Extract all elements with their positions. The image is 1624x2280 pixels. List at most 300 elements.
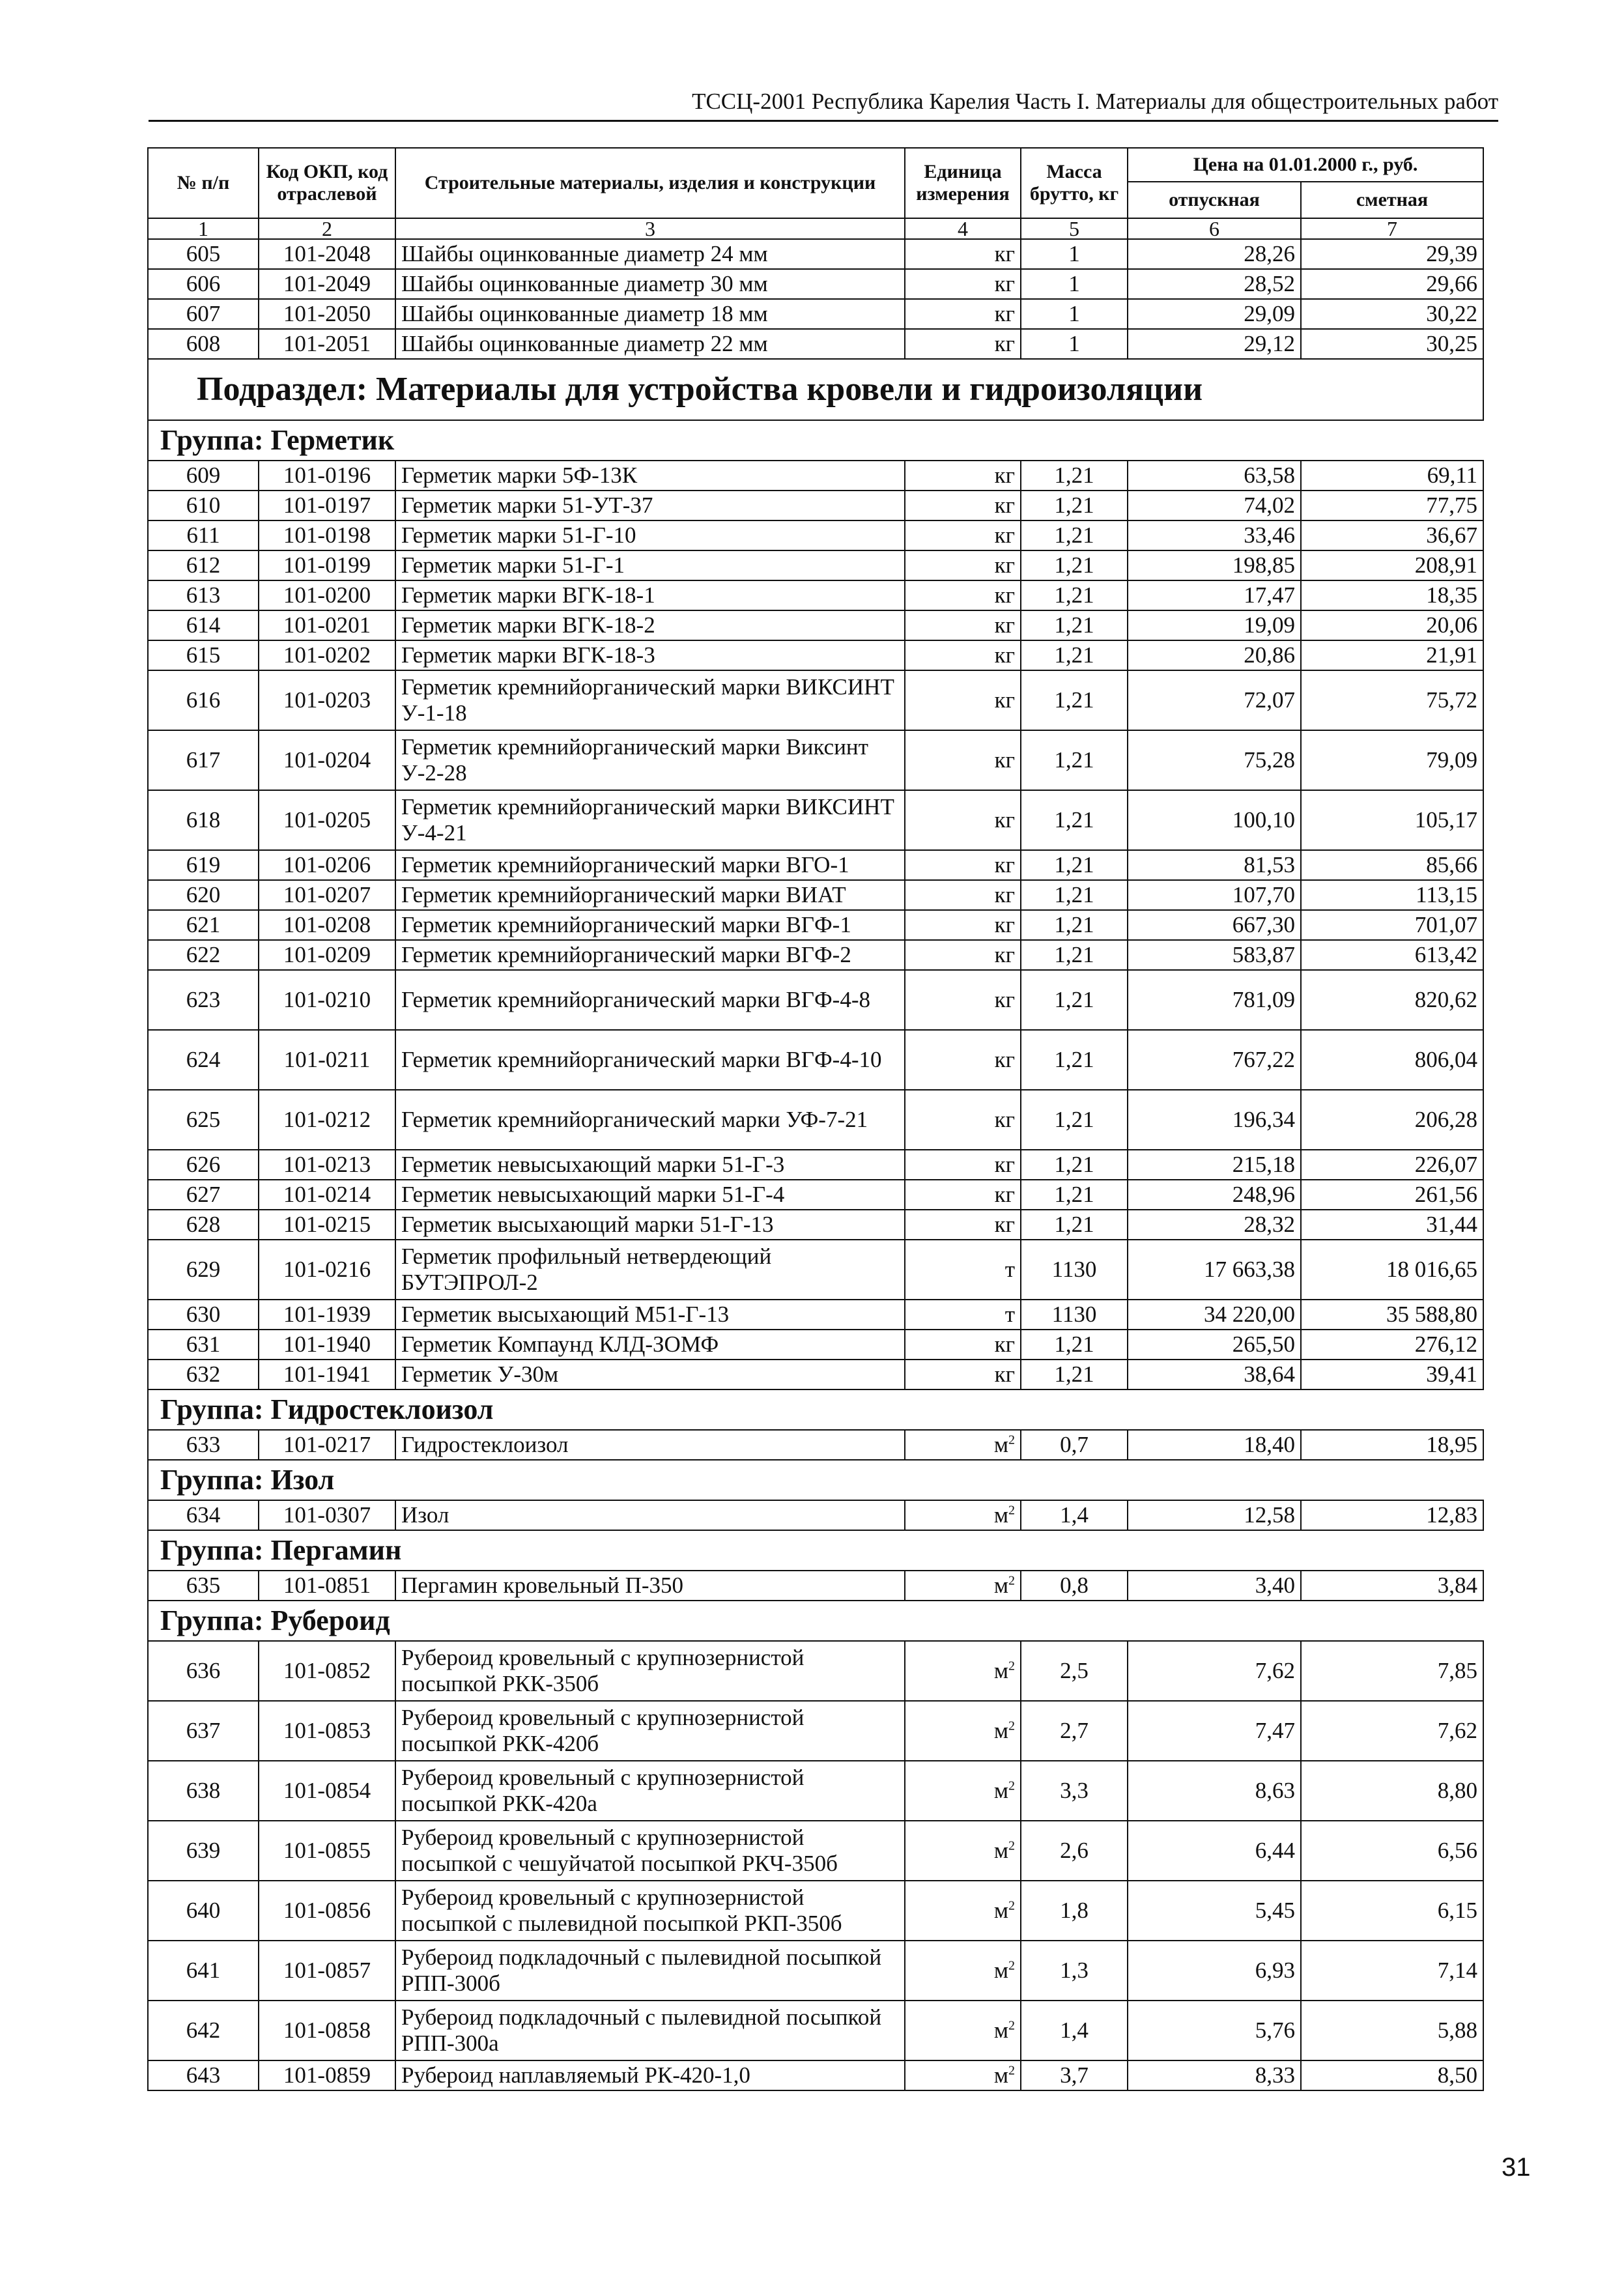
table-row: [148, 2060, 1483, 2090]
table-row: [148, 610, 1483, 640]
cell-no: 620: [148, 880, 259, 910]
cell-no: 614: [148, 610, 259, 640]
cell-release-price: 28,26: [1128, 239, 1301, 269]
cell-mass: 1,21: [1021, 1360, 1128, 1389]
cell-mass: 1,21: [1021, 880, 1128, 910]
table-row: [148, 1240, 1483, 1300]
cell-unit: кг: [905, 970, 1021, 1030]
table-row: [148, 970, 1483, 1030]
cell-code: 101-0199: [259, 550, 395, 580]
cell-no: 628: [148, 1210, 259, 1240]
cell-estimate-price: 6,56: [1301, 1821, 1483, 1881]
cell-estimate-price: 806,04: [1301, 1030, 1483, 1090]
cell-unit: кг: [905, 790, 1021, 850]
cell-unit: кг: [905, 329, 1021, 359]
cell-mass: 1: [1021, 239, 1128, 269]
cell-mass: 1,21: [1021, 1180, 1128, 1210]
cell-release-price: 29,12: [1128, 329, 1301, 359]
table-row: [148, 1761, 1483, 1821]
cell-name: Герметик марки ВГК-18-2: [395, 610, 905, 640]
cell-mass: 1: [1021, 269, 1128, 299]
table-row: [148, 2001, 1483, 2060]
table-row: [148, 1881, 1483, 1941]
table-row: [148, 461, 1483, 491]
cell-mass: 1,21: [1021, 610, 1128, 640]
cell-release-price: 8,33: [1128, 2060, 1301, 2090]
col-header-price: Цена на 01.01.2000 г., руб.: [1128, 148, 1483, 182]
col-header-no: № п/п: [148, 148, 259, 218]
cell-unit: кг: [905, 1090, 1021, 1150]
table-row: [148, 910, 1483, 940]
unit-text: м: [993, 1658, 1008, 1683]
cell-mass: 1,21: [1021, 1330, 1128, 1360]
cell-unit: кг: [905, 550, 1021, 580]
cell-estimate-price: 8,50: [1301, 2060, 1483, 2090]
cell-no: 606: [148, 269, 259, 299]
cell-estimate-price: 613,42: [1301, 940, 1483, 970]
table-row: [148, 1641, 1483, 1701]
cell-no: 633: [148, 1430, 259, 1460]
cell-code: 101-1941: [259, 1360, 395, 1389]
cell-code: 101-0214: [259, 1180, 395, 1210]
unit-text: м: [993, 1432, 1008, 1457]
cell-no: 635: [148, 1571, 259, 1601]
cell-release-price: 12,58: [1128, 1500, 1301, 1530]
cell-code: 101-0211: [259, 1030, 395, 1090]
cell-name: Герметик профильный нетвердеющий БУТЭПРОЛ-2: [395, 1240, 905, 1300]
unit-superscript: 2: [1008, 1898, 1015, 1913]
cell-unit: т: [905, 1300, 1021, 1330]
cell-release-price: 72,07: [1128, 670, 1301, 730]
cell-unit: кг: [905, 1150, 1021, 1180]
cell-no: 637: [148, 1701, 259, 1761]
table-row: [148, 1180, 1483, 1210]
cell-no: 625: [148, 1090, 259, 1150]
cell-unit: кг: [905, 491, 1021, 520]
cell-unit: [905, 1821, 1021, 1881]
cell-name: Герметик кремнийорганический марки УФ-7-21: [395, 1090, 905, 1150]
cell-code: 101-0854: [259, 1761, 395, 1821]
cell-code: 101-0859: [259, 2060, 395, 2090]
col-header-release: отпускная: [1128, 182, 1301, 218]
cell-estimate-price: 208,91: [1301, 550, 1483, 580]
cell-unit: [905, 1881, 1021, 1941]
cell-no: 626: [148, 1150, 259, 1180]
table-row: [148, 1500, 1483, 1530]
cell-release-price: 8,63: [1128, 1761, 1301, 1821]
unit-superscript: 2: [1008, 2063, 1015, 2078]
cell-release-price: 75,28: [1128, 730, 1301, 790]
cell-release-price: 767,22: [1128, 1030, 1301, 1090]
unit-text: м: [993, 1838, 1008, 1863]
unit-text: м: [993, 1958, 1008, 1983]
cell-name: Герметик марки 51-УТ-37: [395, 491, 905, 520]
cell-mass: 0,8: [1021, 1571, 1128, 1601]
cell-name: Герметик марки ВГК-18-1: [395, 580, 905, 610]
cell-code: 101-0212: [259, 1090, 395, 1150]
cell-mass: 1,21: [1021, 461, 1128, 491]
cell-name: Рубероид кровельный с крупнозернистой посыпкой РКК-420а: [395, 1761, 905, 1821]
cell-unit: кг: [905, 640, 1021, 670]
cell-unit: [905, 2001, 1021, 2060]
cell-release-price: 196,34: [1128, 1090, 1301, 1150]
cell-code: 101-0217: [259, 1430, 395, 1460]
cell-no: 638: [148, 1761, 259, 1821]
cell-release-price: 248,96: [1128, 1180, 1301, 1210]
cell-no: 643: [148, 2060, 259, 2090]
cell-code: 101-0210: [259, 970, 395, 1030]
cell-unit: кг: [905, 1330, 1021, 1360]
cell-code: 101-1939: [259, 1300, 395, 1330]
cell-unit: [905, 1641, 1021, 1701]
cell-name: Герметик марки 51-Г-10: [395, 520, 905, 550]
cell-mass: 3,3: [1021, 1761, 1128, 1821]
cell-estimate-price: 36,67: [1301, 520, 1483, 550]
cell-unit: кг: [905, 910, 1021, 940]
group-title: Группа: Герметик: [148, 420, 1483, 461]
cell-name: Гидростеклоизол: [395, 1430, 905, 1460]
cell-mass: 1,21: [1021, 940, 1128, 970]
cell-name: Герметик марки ВГК-18-3: [395, 640, 905, 670]
table-row: [148, 520, 1483, 550]
cell-no: 642: [148, 2001, 259, 2060]
cell-name: Рубероид подкладочный с пылевидной посыпкой РПП-300б: [395, 1941, 905, 2001]
cell-code: 101-0857: [259, 1941, 395, 2001]
cell-mass: 3,7: [1021, 2060, 1128, 2090]
cell-unit: кг: [905, 461, 1021, 491]
cell-estimate-price: 18 016,65: [1301, 1240, 1483, 1300]
cell-mass: 1,21: [1021, 580, 1128, 610]
cell-estimate-price: 77,75: [1301, 491, 1483, 520]
table-row: [148, 880, 1483, 910]
cell-no: 639: [148, 1821, 259, 1881]
cell-estimate-price: 30,25: [1301, 329, 1483, 359]
cell-no: 607: [148, 299, 259, 329]
cell-mass: 1,4: [1021, 1500, 1128, 1530]
running-header: ТССЦ-2001 Республика Карелия Часть I. Материалы для общестроительных работ: [149, 83, 1498, 122]
cell-estimate-price: 8,80: [1301, 1761, 1483, 1821]
unit-text: м: [993, 2017, 1008, 2043]
cell-unit: кг: [905, 670, 1021, 730]
cell-mass: 1,21: [1021, 491, 1128, 520]
cell-name: Герметик высыхающий марки 51-Г-13: [395, 1210, 905, 1240]
cell-no: 631: [148, 1330, 259, 1360]
cell-estimate-price: 30,22: [1301, 299, 1483, 329]
col-header-okp: Код ОКП, код отраслевой: [259, 148, 395, 218]
cell-release-price: 18,40: [1128, 1430, 1301, 1460]
cell-release-price: 38,64: [1128, 1360, 1301, 1389]
group-row: [148, 420, 1483, 461]
table-row: [148, 730, 1483, 790]
cell-name: Рубероид кровельный с крупнозернистой посыпкой РКК-350б: [395, 1641, 905, 1701]
cell-mass: 1,21: [1021, 1090, 1128, 1150]
cell-mass: 1,21: [1021, 1150, 1128, 1180]
cell-no: 608: [148, 329, 259, 359]
cell-estimate-price: 20,06: [1301, 610, 1483, 640]
cell-mass: 1,21: [1021, 1210, 1128, 1240]
table-row: [148, 491, 1483, 520]
cell-code: 101-0203: [259, 670, 395, 730]
unit-text: м: [993, 1502, 1008, 1528]
unit-superscript: 2: [1008, 2018, 1015, 2033]
cell-name: Герметик кремнийорганический марки ВГФ-2: [395, 940, 905, 970]
cell-mass: 0,7: [1021, 1430, 1128, 1460]
page-number: 31: [1502, 2153, 1531, 2182]
table-row: [148, 1821, 1483, 1881]
column-index: 1: [148, 218, 259, 239]
cell-release-price: 34 220,00: [1128, 1300, 1301, 1330]
cell-mass: 2,5: [1021, 1641, 1128, 1701]
cell-estimate-price: 7,85: [1301, 1641, 1483, 1701]
group-title: Группа: Изол: [148, 1460, 1483, 1500]
cell-code: 101-0206: [259, 850, 395, 880]
unit-superscript: 2: [1008, 1659, 1015, 1674]
unit-superscript: 2: [1008, 1503, 1015, 1518]
cell-no: 640: [148, 1881, 259, 1941]
table-row: [148, 790, 1483, 850]
cell-estimate-price: 35 588,80: [1301, 1300, 1483, 1330]
cell-estimate-price: 261,56: [1301, 1180, 1483, 1210]
cell-mass: 1130: [1021, 1300, 1128, 1330]
unit-text: м: [993, 1778, 1008, 1803]
cell-estimate-price: 69,11: [1301, 461, 1483, 491]
cell-release-price: 17 663,38: [1128, 1240, 1301, 1300]
cell-estimate-price: 29,39: [1301, 239, 1483, 269]
price-table: [147, 147, 1484, 2091]
cell-mass: 1,21: [1021, 910, 1128, 940]
unit-superscript: 2: [1008, 1432, 1015, 1447]
cell-code: 101-2048: [259, 239, 395, 269]
table-row: [148, 940, 1483, 970]
cell-estimate-price: 7,62: [1301, 1701, 1483, 1761]
cell-mass: 1,21: [1021, 790, 1128, 850]
cell-estimate-price: 85,66: [1301, 850, 1483, 880]
table-row: [148, 1360, 1483, 1389]
cell-release-price: 5,76: [1128, 2001, 1301, 2060]
cell-estimate-price: 79,09: [1301, 730, 1483, 790]
cell-unit: кг: [905, 1210, 1021, 1240]
cell-no: 641: [148, 1941, 259, 2001]
table-row: [148, 850, 1483, 880]
col-header-unit: Единица измерения: [905, 148, 1021, 218]
cell-code: 101-0215: [259, 1210, 395, 1240]
cell-estimate-price: 75,72: [1301, 670, 1483, 730]
col-header-estimate: сметная: [1301, 182, 1483, 218]
table-row: [148, 1300, 1483, 1330]
cell-no: 619: [148, 850, 259, 880]
cell-no: 618: [148, 790, 259, 850]
table-row: [148, 329, 1483, 359]
subsection-title: Подраздел: Материалы для устройства кровели и гидроизоляции: [148, 359, 1483, 420]
cell-code: 101-0852: [259, 1641, 395, 1701]
cell-code: 101-0208: [259, 910, 395, 940]
group-row: [148, 1530, 1483, 1571]
table-row: [148, 1030, 1483, 1090]
cell-release-price: 63,58: [1128, 461, 1301, 491]
cell-code: 101-0205: [259, 790, 395, 850]
unit-text: м: [993, 1573, 1008, 1598]
cell-no: 636: [148, 1641, 259, 1701]
cell-mass: 1,21: [1021, 640, 1128, 670]
table-row: [148, 1330, 1483, 1360]
cell-estimate-price: 276,12: [1301, 1330, 1483, 1360]
unit-text: м: [993, 1898, 1008, 1923]
cell-unit: кг: [905, 940, 1021, 970]
cell-release-price: 3,40: [1128, 1571, 1301, 1601]
cell-release-price: 198,85: [1128, 550, 1301, 580]
cell-release-price: 7,62: [1128, 1641, 1301, 1701]
cell-no: 611: [148, 520, 259, 550]
column-index: 2: [259, 218, 395, 239]
cell-estimate-price: 113,15: [1301, 880, 1483, 910]
unit-superscript: 2: [1008, 1838, 1015, 1853]
table-row: [148, 1571, 1483, 1601]
table-row: [148, 1430, 1483, 1460]
cell-release-price: 33,46: [1128, 520, 1301, 550]
cell-mass: 1: [1021, 329, 1128, 359]
cell-mass: 1,21: [1021, 1030, 1128, 1090]
cell-release-price: 107,70: [1128, 880, 1301, 910]
column-index: 3: [395, 218, 905, 239]
cell-release-price: 215,18: [1128, 1150, 1301, 1180]
cell-no: 610: [148, 491, 259, 520]
unit-superscript: 2: [1008, 1573, 1015, 1588]
cell-no: 609: [148, 461, 259, 491]
cell-release-price: 5,45: [1128, 1881, 1301, 1941]
cell-release-price: 20,86: [1128, 640, 1301, 670]
cell-unit: кг: [905, 730, 1021, 790]
cell-name: Герметик кремнийорганический марки ВИКСИНТ У-4-21: [395, 790, 905, 850]
cell-mass: 1,21: [1021, 730, 1128, 790]
cell-release-price: 28,32: [1128, 1210, 1301, 1240]
cell-no: 617: [148, 730, 259, 790]
cell-no: 615: [148, 640, 259, 670]
column-index: 4: [905, 218, 1021, 239]
cell-code: 101-2051: [259, 329, 395, 359]
cell-mass: 1130: [1021, 1240, 1128, 1300]
cell-name: Герметик невысыхающий марки 51-Г-4: [395, 1180, 905, 1210]
cell-no: 622: [148, 940, 259, 970]
group-title: Группа: Гидростеклоизол: [148, 1389, 1483, 1430]
cell-code: 101-0213: [259, 1150, 395, 1180]
cell-release-price: 19,09: [1128, 610, 1301, 640]
table-row: [148, 1090, 1483, 1150]
cell-no: 621: [148, 910, 259, 940]
cell-code: 101-0204: [259, 730, 395, 790]
cell-release-price: 6,44: [1128, 1821, 1301, 1881]
cell-code: 101-0196: [259, 461, 395, 491]
cell-unit: кг: [905, 520, 1021, 550]
cell-name: Рубероид кровельный с крупнозернистой посыпкой с чешуйчатой посыпкой РКЧ-350б: [395, 1821, 905, 1881]
cell-estimate-price: 18,35: [1301, 580, 1483, 610]
cell-code: 101-0200: [259, 580, 395, 610]
cell-estimate-price: 226,07: [1301, 1150, 1483, 1180]
cell-release-price: 28,52: [1128, 269, 1301, 299]
cell-name: Рубероид кровельный с крупнозернистой посыпкой с пылевидной посыпкой РКП-350б: [395, 1881, 905, 1941]
cell-mass: 1,21: [1021, 520, 1128, 550]
cell-code: 101-0853: [259, 1701, 395, 1761]
cell-estimate-price: 21,91: [1301, 640, 1483, 670]
cell-code: 101-0307: [259, 1500, 395, 1530]
cell-unit: [905, 1761, 1021, 1821]
cell-unit: кг: [905, 269, 1021, 299]
cell-code: 101-0209: [259, 940, 395, 970]
cell-no: 634: [148, 1500, 259, 1530]
cell-unit: [905, 1430, 1021, 1460]
cell-estimate-price: 12,83: [1301, 1500, 1483, 1530]
cell-release-price: 81,53: [1128, 850, 1301, 880]
cell-name: Герметик кремнийорганический марки ВИАТ: [395, 880, 905, 910]
cell-no: 630: [148, 1300, 259, 1330]
cell-unit: кг: [905, 880, 1021, 910]
cell-code: 101-0216: [259, 1240, 395, 1300]
cell-name: Герметик кремнийорганический марки ВГФ-1: [395, 910, 905, 940]
cell-estimate-price: 18,95: [1301, 1430, 1483, 1460]
cell-name: Герметик кремнийорганический марки ВИКСИНТ У-1-18: [395, 670, 905, 730]
cell-name: Герметик У-30м: [395, 1360, 905, 1389]
cell-no: 613: [148, 580, 259, 610]
cell-mass: 1,3: [1021, 1941, 1128, 2001]
cell-release-price: 29,09: [1128, 299, 1301, 329]
table-row: [148, 1701, 1483, 1761]
cell-name: Изол: [395, 1500, 905, 1530]
group-row: [148, 1389, 1483, 1430]
cell-release-price: 583,87: [1128, 940, 1301, 970]
cell-estimate-price: 701,07: [1301, 910, 1483, 940]
cell-name: Шайбы оцинкованные диаметр 30 мм: [395, 269, 905, 299]
unit-superscript: 2: [1008, 1958, 1015, 1973]
cell-release-price: 265,50: [1128, 1330, 1301, 1360]
cell-estimate-price: 5,88: [1301, 2001, 1483, 2060]
cell-mass: 1,21: [1021, 670, 1128, 730]
cell-name: Герметик невысыхающий марки 51-Г-3: [395, 1150, 905, 1180]
cell-unit: [905, 1571, 1021, 1601]
cell-code: 101-2049: [259, 269, 395, 299]
cell-code: 101-0201: [259, 610, 395, 640]
column-index: 7: [1301, 218, 1483, 239]
column-index: 5: [1021, 218, 1128, 239]
cell-no: 616: [148, 670, 259, 730]
table-row: [148, 580, 1483, 610]
unit-superscript: 2: [1008, 1778, 1015, 1793]
cell-name: Шайбы оцинкованные диаметр 24 мм: [395, 239, 905, 269]
cell-no: 624: [148, 1030, 259, 1090]
table-row: [148, 670, 1483, 730]
subsection-row: [148, 359, 1483, 420]
cell-estimate-price: 7,14: [1301, 1941, 1483, 2001]
column-index: 6: [1128, 218, 1301, 239]
cell-name: Герметик кремнийорганический марки Виксинт У-2-28: [395, 730, 905, 790]
cell-release-price: 74,02: [1128, 491, 1301, 520]
cell-unit: кг: [905, 1180, 1021, 1210]
cell-name: Герметик кремнийорганический марки ВГО-1: [395, 850, 905, 880]
table-row: [148, 269, 1483, 299]
cell-name: Герметик высыхающий М51-Г-13: [395, 1300, 905, 1330]
cell-estimate-price: 206,28: [1301, 1090, 1483, 1150]
table-row: [148, 239, 1483, 269]
cell-mass: 2,6: [1021, 1821, 1128, 1881]
col-header-mass: Масса брутто, кг: [1021, 148, 1128, 218]
table-row: [148, 550, 1483, 580]
price-table-wrapper: [147, 147, 1483, 2091]
cell-estimate-price: 39,41: [1301, 1360, 1483, 1389]
cell-unit: [905, 2060, 1021, 2090]
table-row: [148, 1150, 1483, 1180]
cell-no: 627: [148, 1180, 259, 1210]
cell-release-price: 100,10: [1128, 790, 1301, 850]
table-row: [148, 1210, 1483, 1240]
cell-no: 612: [148, 550, 259, 580]
